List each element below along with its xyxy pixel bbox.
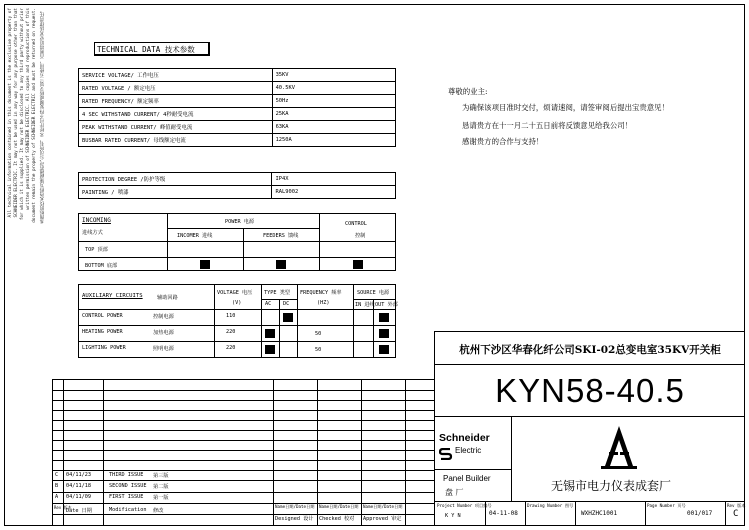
auxiliary-table: [78, 284, 396, 358]
tech-value: 35KV: [272, 69, 395, 82]
project-number-label: Project Number 项目编号: [437, 503, 492, 508]
revision-date: 04/11/18: [66, 483, 91, 489]
revision-letter: B: [55, 483, 59, 489]
dc-header: DC: [283, 301, 290, 307]
note-line-3: 感谢贵方的合作与支持！: [462, 137, 544, 146]
project-title: 杭州下沙区华春化纤公司SKI-02总变电室35KV开关柜: [459, 344, 721, 356]
table-row: [79, 173, 396, 186]
tech-label: PROTECTION DEGREE /防护等级: [79, 173, 272, 186]
technical-data-heading: TECHNICAL DATA 技术参数: [94, 42, 210, 56]
manufacturer-logo-icon: [595, 422, 643, 474]
side-note-3: for which it is supplied. It may not be disclosed to any third party without prior: [20, 8, 25, 221]
control-dc-mark: [283, 313, 293, 322]
approved-label: Approved 审定: [363, 516, 402, 522]
revision-block: [52, 379, 434, 525]
source-out-header: OUT 外部: [375, 302, 398, 308]
voltage-unit: (V): [232, 300, 242, 306]
aux-row-label: LIGHTING POWER: [82, 345, 126, 351]
tech-label: SERVICE VOLTAGE/ 工作电压: [79, 69, 273, 82]
panel-builder-label: Panel Builder: [443, 474, 491, 483]
tech-value: IP4X: [272, 173, 396, 186]
note-line-2: 恳请贵方在十一月二十五日前将反馈意见给我公司！: [462, 121, 632, 130]
tech-label: RATED FREQUENCY/ 额定频率: [79, 95, 273, 108]
side-note-6: 本图纸的技术资料为施耐德电气公司所有，未经许可不得复制或转交第三方使用，否则将追究其法律责任。: [40, 8, 45, 225]
revision-modification-cn: 第二版: [153, 484, 169, 490]
note-greeting: 尊敬的业主:: [448, 87, 488, 96]
note-line-1: 为确保该项目准时交付，烦请速阅，请签审阅后提出宝贵意见！: [462, 103, 669, 112]
aux-row-label: HEATING POWER: [82, 329, 123, 335]
revision-header-date: Date 日期: [66, 508, 92, 514]
page-number-label: Page Number 页号: [647, 503, 686, 508]
tech-label: BUSBAR RATED CURRENT/ 母线额定电流: [79, 134, 273, 147]
side-note-1: All technical information contained in this document is the exclusive property of: [8, 8, 13, 218]
revision-modification: SECOND ISSUE: [109, 483, 147, 489]
table-row: [79, 108, 396, 121]
feeders-header: FEEDERS 馈线: [263, 233, 299, 239]
ac-header: AC: [265, 301, 272, 307]
control-header: CONTROL: [345, 221, 367, 227]
aux-row-cn: 加热电源: [153, 330, 174, 336]
type-header: TYPE 类型: [264, 290, 290, 296]
name-date-1: Name日期/Date日期: [275, 504, 315, 509]
aux-row-voltage: 110: [226, 313, 236, 319]
lighting-ac-mark: [265, 345, 275, 354]
protection-table: [78, 172, 396, 199]
aux-row-label: CONTROL POWER: [82, 313, 123, 319]
drawing-number: WXHZHC1001: [581, 510, 618, 517]
tech-label: PEAK WITHSTAND CURRENT/ 峰值耐受电流: [79, 121, 273, 134]
name-date-2: Name日期/Date日期: [319, 504, 359, 509]
revision-header-rev: Rev 版本: [54, 505, 72, 510]
tech-value: 50Hz: [272, 95, 395, 108]
drawing-number-label: Drawing Number 图号: [527, 503, 574, 508]
table-row: [79, 134, 396, 147]
designed-label: Designed 设计: [275, 516, 314, 522]
page-number: 001/017: [687, 510, 713, 517]
source-in-header: IN 进线: [355, 302, 375, 308]
top-row-label: TOP 顶部: [85, 247, 108, 253]
incomer-header: INCOMER 进线: [177, 233, 213, 239]
revision-date: 04/11/23: [66, 472, 91, 478]
revision-date: 04/11/09: [66, 494, 91, 500]
side-note-2: SCHNEIDER ELECTRIC. It may not be used in any way for any purpose other than that: [14, 8, 19, 218]
heating-ac-mark: [265, 329, 275, 338]
checked-label: Checked 校对: [319, 516, 355, 522]
revision-modification-cn: 第一版: [153, 495, 169, 501]
brand-subname: Electric: [455, 446, 482, 455]
table-row: [79, 186, 396, 199]
aux-row-voltage: 220: [226, 329, 236, 335]
revision-letter: A: [55, 494, 59, 500]
tech-value: 63KA: [272, 121, 395, 134]
source-header: SOURCE 电源: [357, 290, 390, 296]
voltage-header: VOLTAGE 电压: [217, 290, 253, 296]
tech-label: 4 SEC WITHSTAND CURRENT/ 4秒耐受电流: [79, 108, 273, 121]
lighting-out-mark: [379, 345, 389, 354]
aux-row-frequency: 50: [315, 331, 322, 337]
rev-value: C: [733, 509, 739, 519]
tech-value: 40.5KV: [272, 82, 395, 95]
control-out-mark: [379, 313, 389, 322]
revision-header-modification: Modification: [109, 507, 147, 513]
title-block: [434, 331, 745, 526]
revision-modification: FIRST ISSUE: [109, 494, 144, 500]
tech-value: 25KA: [272, 108, 395, 121]
aux-title: AUXILIARY CIRCUITS: [82, 293, 143, 299]
aux-row-voltage: 220: [226, 345, 236, 351]
bottom-row-label: BOTTOM 底部: [85, 263, 118, 269]
incomer-bottom-mark: [200, 260, 210, 269]
side-notes: [6, 8, 48, 522]
heating-out-mark: [379, 329, 389, 338]
power-header: POWER 电源: [225, 219, 255, 225]
incoming-title-cn: 进线方式: [82, 230, 103, 236]
table-row: [79, 121, 396, 134]
side-note-5: document remain the property of SCHNEIDER ELECTRIC and must be returned on request.: [32, 8, 37, 223]
revision-letter: C: [55, 472, 59, 478]
table-row: [79, 82, 396, 95]
table-row: [79, 69, 396, 82]
model-number: KYN58-40.5: [495, 372, 685, 409]
incoming-title: INCOMING: [82, 217, 111, 224]
control-header-cn: 控制: [355, 233, 366, 239]
feeders-bottom-mark: [276, 260, 286, 269]
name-date-3: Name日期/Date日期: [363, 504, 403, 509]
drawing-date: 04-11-08: [489, 510, 518, 517]
brand-name: Schneider: [439, 432, 490, 444]
control-bottom-mark: [353, 260, 363, 269]
technical-data-table: [78, 68, 396, 147]
frequency-header: FREQUENCY 频率: [300, 290, 342, 296]
table-row: [79, 95, 396, 108]
revision-header-modification-cn: 修改: [153, 508, 164, 514]
tech-value: 1250A: [272, 134, 395, 147]
project-number: K Y N: [445, 513, 461, 519]
frequency-unit: (HZ): [317, 300, 330, 306]
tech-value: RAL9002: [272, 186, 396, 199]
aux-row-cn: 照明电源: [153, 346, 174, 352]
tech-label: PAINTING / 喷漆: [79, 186, 272, 199]
revision-modification-cn: 第三版: [153, 473, 169, 479]
side-note-4: written permission of SCHNEIDER ELECTRIC. All copies and reproductions of this: [26, 8, 31, 210]
aux-row-frequency: 50: [315, 347, 322, 353]
manufacturer-name: 无锡市电力仪表成套厂: [551, 479, 672, 493]
incoming-table: [78, 213, 396, 271]
panel-builder-cn: 盘 厂: [445, 488, 464, 497]
tech-label: RATED VOLTAGE / 额定电压: [79, 82, 273, 95]
rev-label: Rev 版本: [727, 503, 746, 508]
aux-row-cn: 控制电源: [153, 314, 174, 320]
schneider-logo-icon: [439, 445, 453, 457]
aux-title-cn: 辅助回路: [157, 295, 178, 301]
revision-modification: THIRD ISSUE: [109, 472, 144, 478]
